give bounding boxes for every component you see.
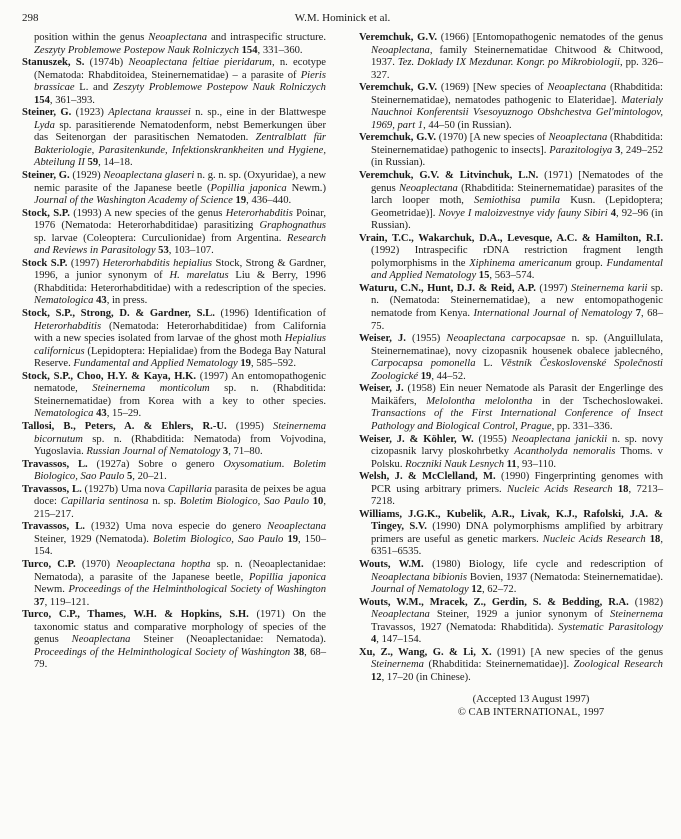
reference-authors: Tallosi, B., Peters, A. & Ehlers, R.-U. [22, 420, 227, 432]
species-name: Neoaplectana [547, 82, 607, 94]
reference-text: sp. parasitierende Nematodenform, nebst Bemerkungen über das Seitenorgan der parasitischen Nematoden. [34, 119, 326, 144]
reference-entry [359, 333, 663, 383]
reference-text: (1995) [226, 420, 274, 432]
volume-number: 7 [632, 308, 641, 320]
reference-text: parasita de peixes be agua doce: [34, 483, 326, 508]
volume-number: 18 [645, 533, 661, 545]
reference-text: Steiner, 1929 a junior synonym of [429, 609, 611, 621]
volume-number: 15 [476, 270, 490, 282]
running-title: W.M. Hominick et al. [294, 12, 391, 24]
reference-text: Newm.) [286, 182, 326, 194]
reference-text: (1974b) [84, 57, 129, 69]
reference-authors: Turco, C.P. [22, 558, 76, 570]
reference-text: (1966) [Entomopathogenic nematodes of the genus [437, 32, 663, 43]
reference-text: Kusn. (Lepidoptera; Geometridae)]. [371, 195, 663, 219]
page-range: , 563–574. [489, 270, 535, 282]
species-name: Semiothisa pumila [474, 195, 561, 207]
species-name: Neoaplectana carpocapsae [446, 333, 566, 345]
reference-text: (Rhabditida: Steinernematidae) pathogenic to insects]. [371, 132, 663, 156]
reference-text: position within the genus [34, 32, 149, 43]
reference-text: sp. larvae (Coleoptera: Curculionidae) from Argentina. [34, 232, 287, 244]
reference-entry [359, 132, 663, 170]
species-name: Neoaplectana [267, 521, 326, 533]
species-name: Xiphinema americanum [469, 257, 572, 269]
reference-text: (1927a) Sobre o genero [87, 458, 224, 470]
reference-text: n. g. n. sp. (Oxyuridae), a new nemic parasite of the Japanese beetle ( [34, 170, 326, 194]
reference-text: (1932) Uma nova especie do genero [84, 521, 268, 533]
journal-name: Boletim Biologico, Sao Paulo [34, 458, 327, 483]
reference-text: (1971) On the taxonomic status and comparative morphology of species of the genus [34, 609, 326, 646]
reference-text: , n. ecotype (Nematoda: Rhabditoidea, Steinernematidae) – a parasite of [34, 57, 326, 81]
species-name: Neoaplectana bibionis [371, 571, 467, 583]
reference-text: Stock, Strong & Gardner, 1996, a junior synonym of [34, 257, 326, 282]
journal-name: Zoological Research [573, 659, 663, 671]
reference-entry [359, 283, 663, 333]
page-range: , 93–110. [516, 458, 557, 470]
reference-text: (Nematoda: Heterorhabditidae) from California with a new species isolated from larvae of the ghost moth [34, 320, 326, 345]
species-name: Neoaplectana [548, 132, 608, 144]
reference-entry [359, 471, 663, 509]
reference-authors: Steiner, G. [22, 107, 72, 119]
reference-entry [359, 434, 663, 472]
volume-number: 38 [290, 646, 305, 658]
species-name: Neoaplectana [371, 44, 430, 56]
reference-text: n. sp. novy cizopasnik larvy ploskohrbetky [371, 433, 664, 458]
reference-text: Thoms. v Polsku. [371, 446, 663, 470]
reference-text: L. and [74, 82, 113, 94]
reference-text: (Rhabditida: Steinernematidae)]. [423, 659, 574, 671]
reference-text: (1993) A new species of the genus [69, 207, 226, 219]
reference-text: Poinar, 1976 (Nematoda: Heterorhabditidae) parasitizing [34, 207, 327, 232]
journal-name: Zentralblatt für Bakteriologie, Parasitenkunde, Infektionskrankheiten und Hygiene, Abteilung II [34, 132, 326, 169]
reference-authors: Williams, J.G.K., Kubelik, A.R., Livak, K.J., Rafolski, J.A. & Tingey, S.V. [359, 508, 663, 533]
reference-text: Steiner, 1929 (Nematoda). [34, 533, 153, 545]
reference-authors: Stock S.P. [22, 257, 68, 269]
reference-text: n. sp. [148, 496, 180, 508]
journal-name: Nematologica [34, 408, 94, 420]
reference-authors: Veremchuk, G.V. [359, 82, 438, 94]
reference-text: (1991) [A new species of the genus [491, 646, 663, 658]
species-name: Hepialius californicus [34, 333, 326, 357]
reference-text: (1990) DNA polymorphisms amplified by arbitrary primers are useful as genetic markers. [371, 521, 663, 545]
reference-authors: Veremchuk, G.V. [359, 132, 437, 144]
reference-text: (1958) Ein neuer Nematode als Parasit der Engerlinge des Maikäfers, [371, 383, 664, 407]
page-range: , 147–154. [376, 634, 422, 646]
page-range: , pp. 331–336. [551, 420, 613, 432]
reference-entry [359, 383, 663, 433]
species-name: Popillia japonica [249, 571, 326, 583]
volume-number: 43 [93, 408, 107, 420]
reference-text: (1992) Intraspecific rDNA restriction fragment length polymorphisms in the [371, 245, 663, 269]
reference-authors: Xu, Z., Wang, G. & Li, X. [359, 646, 492, 658]
species-name: Lyda [34, 119, 55, 131]
left-column [22, 32, 326, 720]
reference-authors: Waturu, C.N., Hunt, D.J. & Reid, A.P. [359, 282, 536, 294]
page-range: , 15–29. [106, 408, 142, 420]
reference-text: (Rhabditida: Steinernematidae), nematodes pathogenic to Elateridae]. [371, 82, 663, 106]
volume-number: 19 [232, 195, 247, 207]
page-range: , 215–217. [34, 496, 326, 520]
journal-name: Fundamental and Applied Nematology [371, 257, 663, 282]
reference-entry [359, 647, 663, 685]
journal-name: Transactions of the First International Conference of Insect Pathology and Biological Control, Prague [371, 408, 663, 432]
page-range: , in press. [106, 295, 148, 307]
reference-entry [359, 170, 663, 233]
species-name: Aplectana kraussei [108, 107, 191, 119]
reference-text: Bovien, 1937 (Nematoda: Steinernematidae). [466, 571, 663, 583]
journal-name: Tez. Doklady IX Mezdunar. Kongr. po Mikrobiologii [397, 57, 620, 69]
page-range: , pp. 326–327. [371, 57, 663, 81]
reference-text: (1997) [67, 257, 103, 269]
reference-text: (1955) [473, 433, 512, 445]
reference-columns [22, 32, 663, 720]
journal-name: Systematic Parasitology [558, 621, 663, 633]
page-range: , 14–18. [98, 157, 133, 169]
reference-text: (1970) [A new species of [436, 132, 549, 144]
page-range: , 585–592. [250, 358, 296, 370]
species-name: Neoaplectana hoptha [116, 558, 211, 570]
page-range: , 20–21. [132, 471, 167, 483]
journal-name: Journal of Nematology [371, 584, 469, 596]
species-name: Carpocapsa pomonella [371, 358, 476, 370]
journal-name: Proceedings of the Helminthological Society of Washington [34, 646, 291, 658]
reference-text: Steiner (Neoaplectanidae: Nematoda). [130, 634, 326, 646]
reference-entry [359, 82, 663, 132]
reference-text: Newm. [34, 584, 69, 596]
species-name: Graphognathus [259, 220, 326, 232]
volume-number: 37 [34, 596, 45, 608]
reference-text: (1997) [535, 282, 572, 294]
species-name: Neoaplectana [71, 634, 131, 646]
volume-number: 5 [124, 471, 133, 483]
reference-authors: Vrain, T.C., Wakarchuk, D.A., Levesque, A.C. & Hamilton, R.I. [359, 232, 663, 244]
reference-entry [22, 521, 326, 559]
species-name: Capillaria [167, 483, 212, 495]
reference-text: (1970) [75, 558, 117, 570]
reference-authors: Weiser, J. [359, 333, 406, 345]
page-range: , 7213–7218. [371, 483, 663, 508]
reference-entry [22, 484, 326, 522]
page-range: , 17–20 (in Chinese). [381, 671, 471, 683]
reference-text: in der Tschechoslowakei. [532, 395, 663, 407]
page-range: , 436–440. [246, 195, 292, 207]
reference-authors: Travassos, L. [22, 458, 88, 470]
reference-entry [22, 170, 326, 208]
volume-number: 154 [34, 94, 50, 106]
reference-text: (1923) [71, 107, 109, 119]
species-name: H. marelatus [169, 270, 229, 282]
species-name: Neoaplectana [371, 609, 430, 621]
species-name: Pieris brassicae [34, 69, 326, 94]
reference-entry [22, 459, 326, 484]
reference-entry [22, 107, 326, 170]
reference-text: sp. n. (Neoaplectanidae: Nematoda), a parasite of the Japanese beetle, [34, 558, 326, 583]
page-range: , 150–154. [34, 533, 326, 558]
volume-number: 12 [371, 671, 382, 683]
reference-authors: Steiner, G. [22, 170, 70, 182]
volume-number: 4 [607, 207, 617, 219]
journal-name: Parazitologiya [549, 144, 613, 156]
reference-entry [22, 371, 326, 421]
volume-number: 53 [155, 245, 169, 257]
reference-entry [359, 597, 663, 647]
journal-name: Zeszyty Problemowe Postepow Nauk Rolniczych [112, 82, 326, 94]
journal-name: Materialy Nauchnoi Konferentsii Vsesoyuznogo Obshchestva Gel'mintologov, 1969, part 1 [371, 94, 663, 131]
reference-text: (Lepidoptera: Hepialidae) from the Bodega Bay Natural Reserve. [34, 345, 326, 370]
volume-number: 19 [418, 370, 432, 382]
page-range: , 71–80. [228, 446, 263, 458]
accepted-date: (Accepted 13 August 1997) [472, 694, 590, 706]
volume-number: 19 [283, 533, 299, 545]
acceptance-note [359, 694, 663, 719]
reference-entry [22, 32, 326, 57]
volume-number: 10 [309, 496, 324, 508]
journal-name: Nucleic Acids Research [507, 483, 613, 495]
species-name: Steinernema [371, 659, 424, 671]
journal-name: Roczniki Nauk Lesnych [405, 458, 505, 470]
reference-text: n. sp., eine in der Blattwespe [190, 107, 326, 119]
page-range: , 119–121. [44, 596, 90, 608]
reference-authors: Veremchuk, G.V. [359, 32, 437, 43]
reference-authors: Stanuszek, S. [22, 57, 85, 69]
reference-authors: Weiser, J. & Köhler, W. [359, 433, 474, 445]
volume-number: 154 [238, 44, 258, 56]
species-name: Steinernema bicornutum [34, 420, 326, 445]
species-name: Steinernema karii [571, 282, 648, 294]
journal-name: Boletim Biologico, Sao Paulo [179, 496, 309, 508]
species-name: Neoaplectana [148, 32, 208, 43]
volume-number: 19 [237, 358, 251, 370]
reference-entry [22, 57, 326, 107]
reference-entry [22, 258, 326, 308]
volume-number: 43 [93, 295, 107, 307]
reference-entry [22, 308, 326, 371]
species-name: Neoaplectana feltiae pieridarum [128, 57, 272, 69]
page-range: , 331–360. [257, 44, 303, 56]
reference-text: (1969) [New species of [437, 82, 548, 94]
reference-authors: Wouts, W.M. [359, 558, 424, 570]
species-name: Neoaplectana glaseri [103, 170, 195, 182]
volume-number: 4 [371, 634, 377, 646]
reference-text: . [281, 458, 294, 470]
reference-text: (1996) Identification of [214, 308, 326, 320]
page-number: 298 [22, 12, 39, 24]
reference-text: (1980) Biology, life cycle and redescription of [423, 558, 663, 570]
journal-name: Fundamental and Applied Nematology [73, 358, 238, 370]
volume-number: 11 [504, 458, 517, 470]
page-range: , 103–107. [168, 245, 214, 257]
volume-number: 18 [612, 483, 629, 495]
reference-entry [359, 32, 663, 82]
reference-authors: Stock, S.P., Choo, H.Y. & Kaya, H.K. [22, 370, 196, 382]
reference-text: (1955) [405, 333, 447, 345]
page-range: , 92–96 (in Russian). [371, 207, 663, 232]
reference-text: sp. n. (Nematoda: Steinernematidae), a new entomopathogenic nematode from Kenya. [371, 282, 663, 320]
page-range: , 6351–6535. [371, 533, 663, 558]
journal-name: Boletim Biologico, Sao Paulo [153, 533, 284, 545]
species-name: Melolontha melolontha [426, 395, 533, 407]
journal-name: Research and Reviews in Parasitology [34, 232, 326, 257]
species-name: Steinernema monticolum [92, 383, 210, 395]
copyright-line: © CAB INTERNATIONAL, 1997 [457, 706, 605, 718]
journal-name: Nucleic Acids Research [542, 533, 646, 545]
species-name: Neoaplectana janickii [511, 433, 608, 445]
reference-authors: Welsh, J. & McClelland, M. [359, 471, 496, 483]
reference-text: (Rhabditida: Steinernematidae) parasites of the larch looper moth, [371, 182, 663, 207]
reference-entry [22, 208, 326, 258]
reference-text: and intraspecific structure. [207, 32, 327, 43]
reference-text: (1982) [628, 596, 663, 608]
reference-entry [22, 609, 326, 672]
species-name: Popillia japonica [210, 182, 287, 194]
reference-entry [359, 233, 663, 283]
reference-text: Liu & Berry, 1996 (Rhabditida: Heterorhabditidae) with a redescription of the species. [34, 270, 326, 294]
species-name: Acantholyda nemoralis [514, 446, 616, 458]
reference-authors: Turco, C.P., Thames, W.H. & Hopkins, S.H. [22, 609, 249, 621]
right-column [359, 32, 663, 720]
species-name: Oxysomatium [223, 458, 282, 470]
running-header [22, 12, 663, 32]
reference-text: L. [475, 358, 501, 370]
reference-authors: Travassos, L. [22, 483, 82, 495]
reference-text: group. [571, 257, 607, 269]
reference-entry [22, 559, 326, 609]
reference-authors: Travassos, L. [22, 521, 85, 533]
reference-authors: Stock, S.P., Strong, D. & Gardner, S.L. [22, 308, 215, 320]
page-range: , 361–393. [49, 94, 95, 106]
page-range: , 68–79. [34, 646, 326, 671]
reference-authors: Weiser, J. [359, 383, 404, 395]
journal-name: Zeszyty Problemowe Postepow Nauk Rolniczych [34, 44, 239, 56]
reference-authors: Wouts, W.M., Mracek, Z., Gerdin, S. & Bedding, R.A. [359, 596, 629, 608]
page-range: , 68–75. [371, 308, 664, 332]
page-range: , 44–52. [431, 370, 466, 382]
page-range: , 62–72. [481, 584, 517, 596]
species-name: Heterorhabditis hepialius [102, 257, 212, 269]
species-name: Heterorhabditis [225, 207, 293, 219]
journal-name: Novye I maloizvestnye vidy fauny Sibiri [438, 207, 608, 219]
reference-authors: Veremchuk, G.V. & Litvinchuk, L.N. [359, 170, 539, 182]
reference-text: sp. n. (Rhabditida: Nematoda) from Vojvodina, Yugoslavia. [34, 433, 326, 458]
reference-text: (1971) [Nematodes of the genus [371, 170, 663, 194]
species-name: Neoaplectana [398, 182, 458, 194]
volume-number: 3 [220, 446, 229, 458]
journal-name: International Journal of Nematology [473, 308, 633, 320]
reference-text: (1927b) Uma nova [81, 483, 168, 495]
reference-text: Travassos, 1927 (Nematoda: Rhabditida). [371, 621, 559, 633]
species-name: Capillaria sentinosa [60, 496, 149, 508]
journal-name: Věstník Československé Společnosti Zoologické [371, 358, 663, 382]
page-range: , 44–50 (in Russian). [423, 119, 512, 131]
reference-text: (1929) [69, 170, 104, 182]
journal-name: Russian Journal of Nematology [86, 446, 221, 458]
reference-entry [359, 509, 663, 559]
volume-number: 59 [84, 157, 99, 169]
reference-authors: Stock, S.P. [22, 207, 70, 219]
journal-name: Nematologica [34, 295, 94, 307]
reference-entry [359, 559, 663, 597]
journal-name: Proceedings of the Helminthological Society of Washington [68, 584, 327, 596]
reference-text: , family Steinernematidae Chitwood & Chitwood, 1937. [371, 44, 663, 69]
reference-text: sp. n. (Rhabditida: Steinernematidae) from Korea with a key to other species. [34, 383, 327, 407]
reference-text: (1997) An entomopathogenic nematode, [34, 370, 326, 395]
volume-number: 3 [612, 144, 621, 156]
species-name: Heterorhabditis [34, 320, 102, 332]
species-name: Steinernema [610, 609, 663, 621]
reference-entry [22, 421, 326, 459]
reference-text: (1990) Fingerprinting genomes with PCR using arbitrary primers. [371, 471, 663, 495]
reference-text: n. sp. (Anguillulata, Steinernematinae), novy cizopasnik housenek obalece jablecného, [371, 333, 663, 357]
volume-number: 12 [468, 584, 482, 596]
journal-name: Journal of the Washington Academy of Science [34, 195, 233, 207]
page-range: , 249–252 (in Russian). [371, 144, 663, 169]
